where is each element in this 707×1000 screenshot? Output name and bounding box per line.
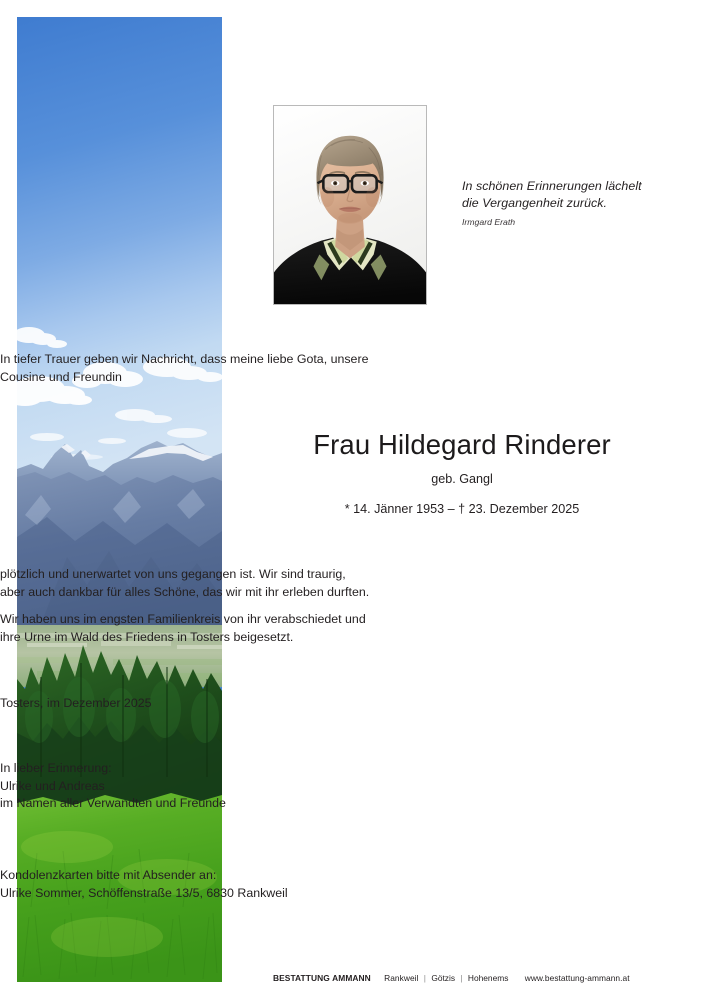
in-memory-line-3: im Namen aller Verwandten und Freunde — [0, 796, 226, 811]
place-and-date — [0, 695, 378, 713]
condolence-line-1: Kondolenzkarten bitte mit Absender an: — [0, 868, 217, 882]
landscape-photo-strip — [17, 17, 222, 982]
footer-website[interactable]: www.bestattung-ammann.at — [524, 973, 630, 983]
body-paragraph-1 — [0, 566, 378, 601]
footer-town-hohenems: Hohenems — [467, 973, 509, 983]
quote-line-2: die Vergangenheit zurück. — [462, 195, 608, 210]
announcement-intro — [0, 351, 378, 386]
deceased-name: Frau Hildegard Rinderer — [313, 429, 611, 460]
body-paragraph-2-line-1: Wir haben uns im engsten Familienkreis von ihr verabschiedet und — [0, 612, 366, 626]
announcement-intro-line-2: Cousine und Freundin — [0, 369, 122, 384]
landscape-photo-svg — [17, 17, 222, 982]
body-paragraph-2-line-2: ihre Urne im Wald des Friedens in Tosters beigesetzt. — [0, 629, 294, 644]
body-paragraph-1-line-2: aber auch dankbar für alles Schöne, das wir mit ihr erleben durften. — [0, 584, 370, 599]
in-memory-block — [0, 760, 378, 813]
memorial-quote — [462, 178, 662, 229]
portrait-svg — [274, 106, 426, 304]
deceased-maiden-name: geb. Gangl — [431, 472, 493, 486]
footer-town-rankweil: Rankweil — [384, 973, 419, 983]
footer-town-goetzis: Götzis — [431, 973, 456, 983]
quote-line-1: In schönen Erinnerungen lächelt — [462, 179, 642, 193]
quote-author: Irmgard Erath — [462, 217, 516, 227]
in-memory-line-2: Ulrike und Andreas — [0, 778, 105, 793]
body-paragraph-1-line-1: plötzlich und unerwartet von uns gegangen ist. Wir sind traurig, — [0, 567, 346, 581]
deceased-dates: * 14. Jänner 1953 – † 23. Dezember 2025 — [344, 502, 580, 516]
condolence-block — [0, 867, 378, 902]
portrait-photo — [273, 105, 427, 305]
in-memory-line-1: In lieber Erinnerung: — [0, 761, 112, 775]
condolence-address: Ulrike Sommer, Schöffenstraße 13/5, 6830 Rankweil — [0, 885, 288, 900]
place-and-date-text: Tosters, im Dezember 2025 — [0, 696, 152, 710]
footer — [273, 972, 663, 984]
announcement-intro-line-1: In tiefer Trauer geben wir Nachricht, dass meine liebe Gota, unsere — [0, 352, 369, 366]
footer-brand-light: BESTATTUNG — [273, 973, 330, 983]
footer-separator-2: | — [460, 973, 463, 983]
deceased-name-block — [273, 428, 651, 518]
footer-separator-1: | — [423, 973, 426, 983]
body-paragraph-2 — [0, 611, 378, 646]
footer-brand-bold: AMMANN — [332, 973, 371, 983]
